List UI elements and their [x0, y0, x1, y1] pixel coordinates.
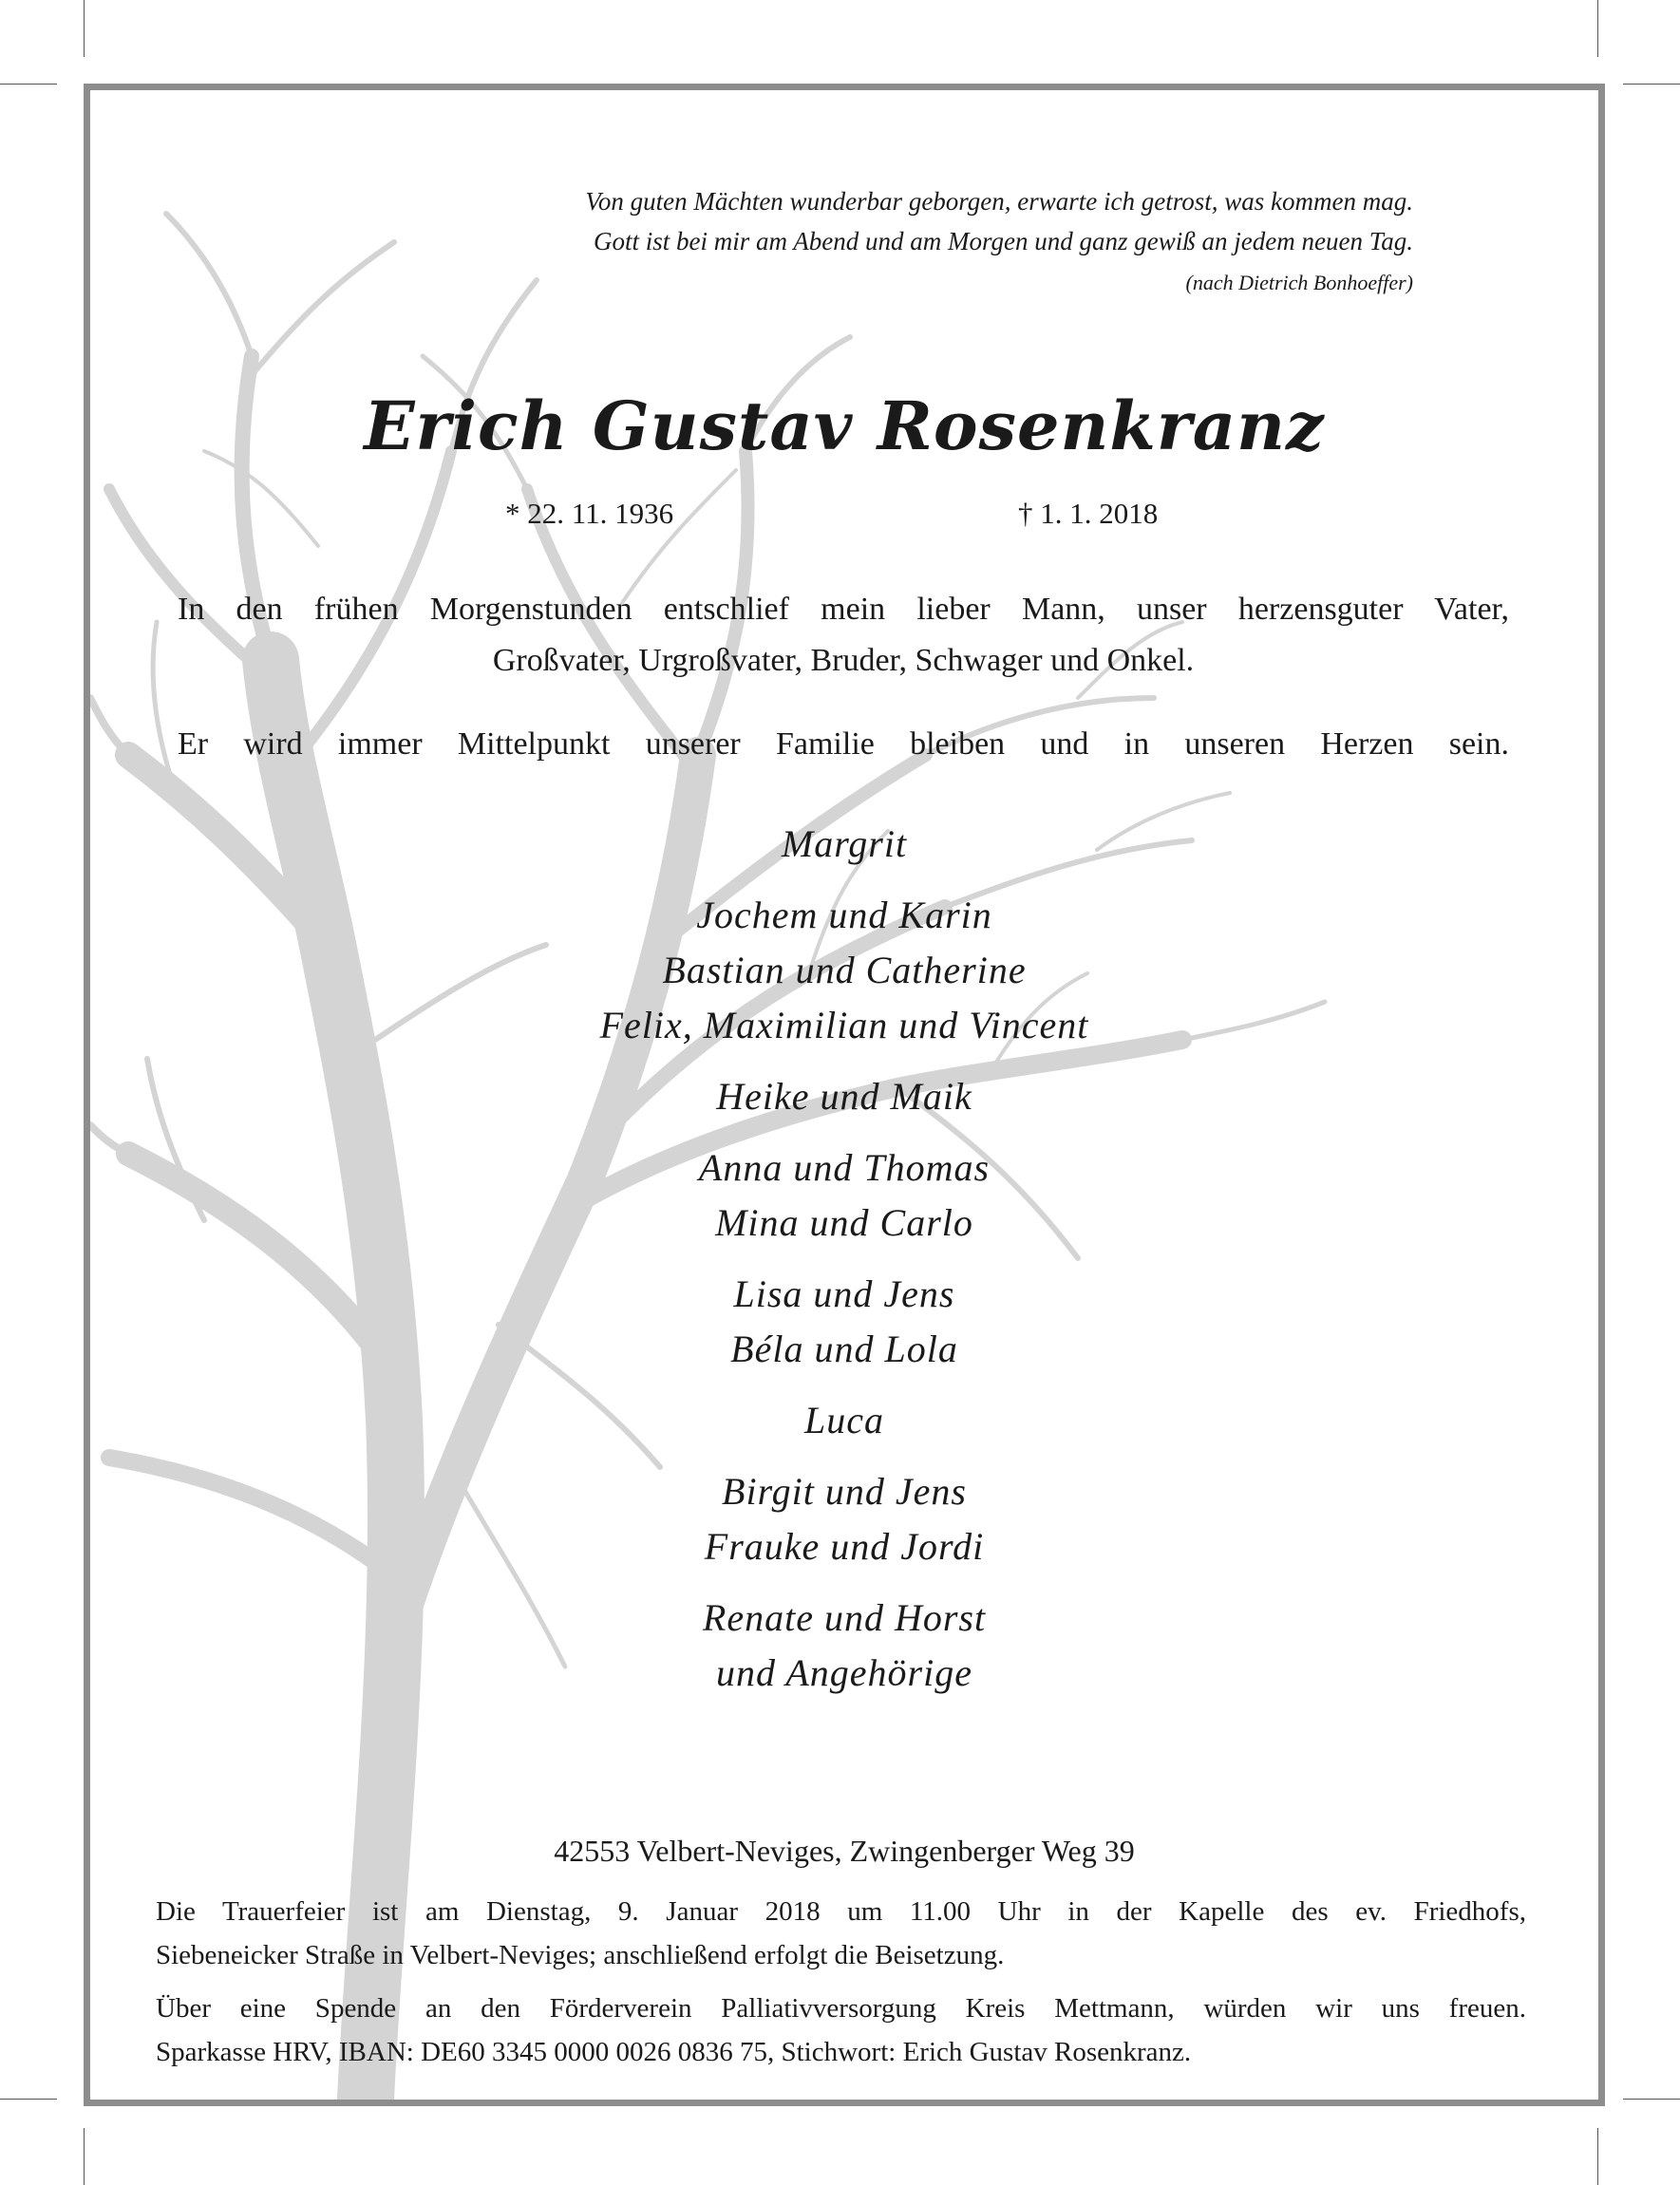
mourner-line: Jochem und Karin	[696, 894, 992, 936]
mourner-line: Béla und Lola	[730, 1328, 958, 1370]
message-line-2: Großvater, Urgroßvater, Bruder, Schwager und Onkel.	[492, 643, 1195, 678]
crop-mark-bottom-left-h	[0, 2099, 57, 2100]
crop-mark-bottom-right-h	[1623, 2099, 1680, 2100]
message-line-3: Er wird immer Mittelpunkt unserer Familie bleiben und in unseren Herzen sein.	[178, 726, 1509, 762]
crop-mark-top-right-h	[1623, 84, 1680, 85]
obituary-frame	[84, 84, 1605, 2106]
mourner-line: Luca	[804, 1399, 884, 1441]
donation-info-line-1: Über eine Spende an den Förderverein Palliativversorgung Kreis Mettmann, würden wir uns freuen.	[156, 1993, 1526, 2024]
quote-line-2: Gott ist bei mir am Abend und am Morgen und ganz gewiß an jedem neuen Tag.	[594, 227, 1413, 255]
mourner-line: Bastian und Catherine	[662, 949, 1027, 991]
quote-line-1: Von guten Mächten wunderbar geborgen, erwarte ich getrost, was kommen mag.	[585, 187, 1413, 216]
mourner-line: Anna und Thomas	[698, 1146, 991, 1189]
mourner-line: Margrit	[781, 822, 908, 865]
message-line-1: In den frühen Morgenstunden entschlief mein lieber Mann, unser herzensguter Vater,	[178, 592, 1509, 627]
family-address: 42553 Velbert-Neviges, Zwingenberger Weg 39	[554, 1834, 1135, 1868]
funeral-info-line-2: Siebeneicker Straße in Velbert-Neviges; anschließend erfolgt die Beisetzung.	[156, 1940, 1005, 1970]
birth-date: * 22. 11. 1936	[505, 497, 674, 530]
crop-mark-bottom-left-v	[84, 2128, 85, 2185]
death-date: † 1. 1. 2018	[1018, 497, 1159, 530]
crop-mark-top-right-v	[1597, 0, 1598, 57]
mourner-line: Felix, Maximilian und Vincent	[599, 1004, 1089, 1046]
quote-source: (nach Dietrich Bonhoeffer)	[1185, 271, 1413, 294]
mourner-line: Birgit und Jens	[722, 1470, 967, 1513]
mourner-line: Renate und Horst	[702, 1596, 987, 1639]
funeral-info-line-1: Die Trauerfeier ist am Dienstag, 9. Januar 2018 um 11.00 Uhr in der Kapelle des ev. Friedhofs,	[156, 1896, 1526, 1927]
crop-mark-top-left-h	[0, 84, 57, 85]
deceased-name: Erich Gustav Rosenkranz	[364, 386, 1325, 465]
mourner-line: Frauke und Jordi	[704, 1525, 985, 1568]
donation-info-line-2: Sparkasse HRV, IBAN: DE60 3345 0000 0026 0836 75, Stichwort: Erich Gustav Rosenkranz.	[156, 2037, 1192, 2067]
obituary-content	[90, 90, 1598, 2100]
mourner-line: Mina und Carlo	[715, 1201, 973, 1244]
crop-mark-bottom-right-v	[1597, 2128, 1598, 2185]
mourner-line: Heike und Maik	[716, 1075, 972, 1118]
mourner-line: Lisa und Jens	[733, 1272, 955, 1315]
crop-mark-top-left-v	[84, 0, 85, 57]
mourner-line: und Angehörige	[716, 1651, 972, 1694]
